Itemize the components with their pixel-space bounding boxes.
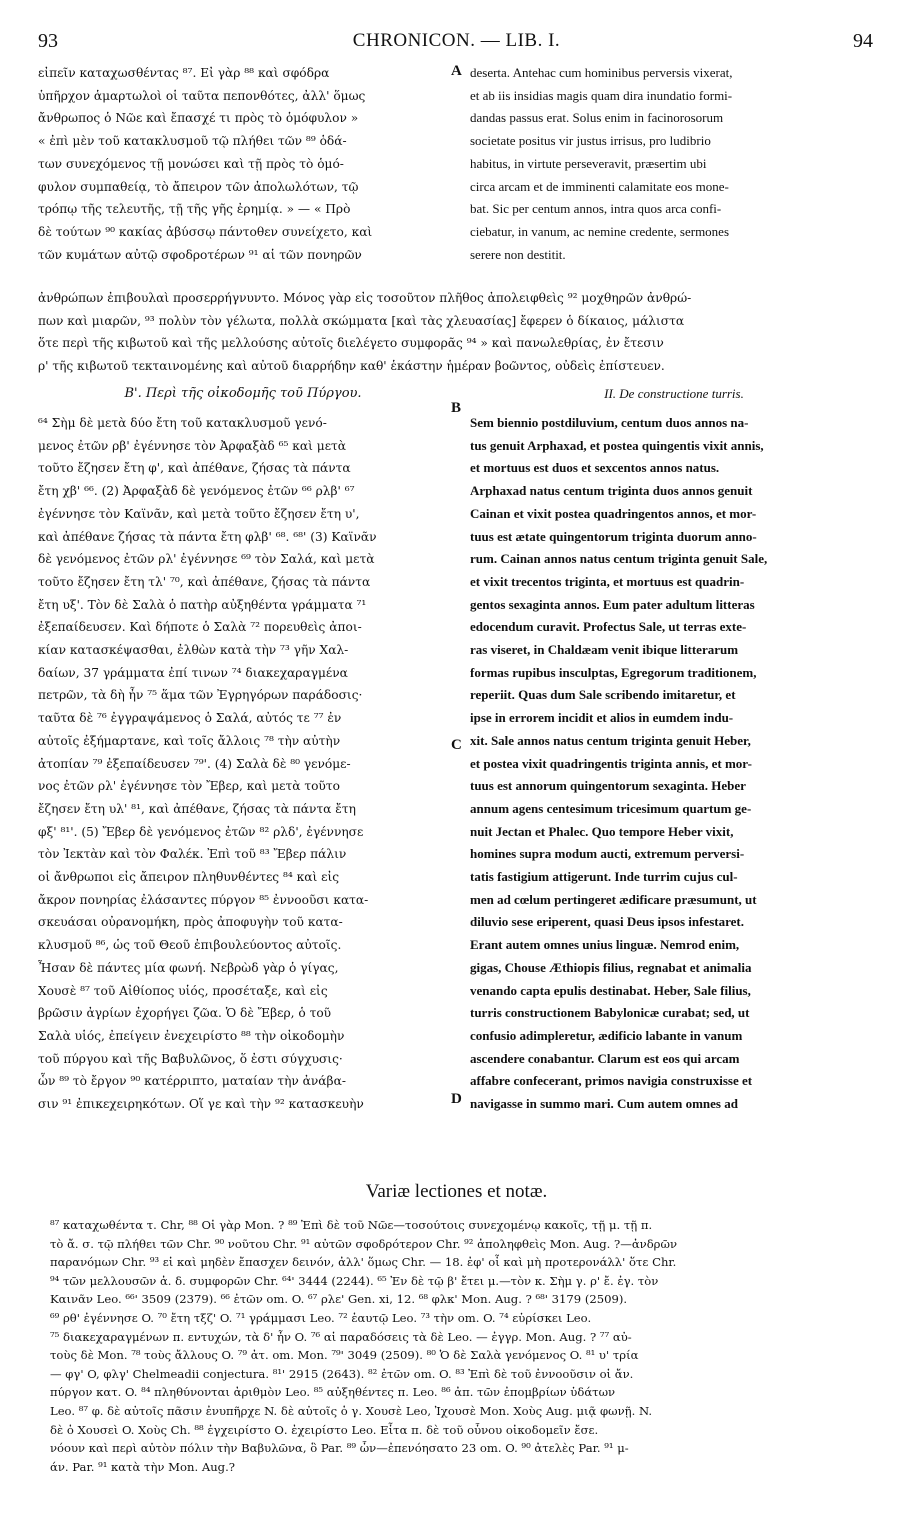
latin-section-heading: II. De constructione turris. xyxy=(604,386,744,401)
text-line: ἔζησεν ἔτη υλ' ⁸¹, καὶ ἀπέθανε, ζήσας τὰ πάντα ἔτη xyxy=(38,801,356,816)
text-line: δαίων, 37 γράμματα ἐπί τινων ⁷⁴ διακεχαραγμένα xyxy=(38,665,348,680)
text-line: « ἐπὶ μὲν τοῦ κατακλυσμοῦ τῷ πλήθει τῶν ⁸⁹ ὁδά- xyxy=(38,134,347,149)
margin-marker-d: D xyxy=(451,1091,462,1107)
text-line: ὅτε περὶ τῆς κιβωτοῦ καὶ τῆς μελλούσης αὐτοῖς διελέγετο συμφορᾶς ⁹⁴ » καὶ πανωλεθρίας, ἐν ἔτεσιν xyxy=(38,336,664,351)
greek-full-width-passage xyxy=(38,287,878,378)
text-line: άν. Par. ⁹¹ κατὰ τὴν Mon. Aug.? xyxy=(50,1459,236,1474)
text-line: homines supra modum aucti, extremum perversi- xyxy=(470,846,745,862)
text-line: Καινᾶν Leo. ⁶⁶' 3509 (2379). ⁶⁶ ἐτῶν om. O. ⁶⁷ ρλε' Gen. xi, 12. ⁶⁸ φλκ' Mon. Aug. ? ⁶⁸' 3179 (2509). xyxy=(50,1292,628,1307)
text-line: Χουσὲ ⁸⁷ τοῦ Αἰθίοπος υἱός, προσέταξε, καὶ εἰς xyxy=(38,983,328,998)
text-line: ἔτη υξ'. Τὸν δὲ Σαλὰ ὁ πατὴρ αὐξηθέντα γράμματα ⁷¹ xyxy=(38,597,367,612)
text-line: circa arcam et de imminenti calamitate eos mone- xyxy=(470,178,729,194)
text-line: societate positus vir justus irrisus, pro ludibrio xyxy=(470,133,711,149)
text-line: serere non destitit. xyxy=(470,246,566,262)
text-line: ras viseret, in Chaldæam venit ibique litterarum xyxy=(470,642,739,658)
text-line: μενος ἐτῶν ρβ' ἐγέννησε τὸν Ἀρφαξὰδ ⁶⁵ καὶ μετὰ xyxy=(38,438,346,453)
text-line: rum. Cainan annos natus centum triginta genuit Sale, xyxy=(470,551,768,567)
text-line: ἄκρον πονηρίας ἐλάσαντες πύργον ⁸⁵ ἐννοοῦσι κατα- xyxy=(38,892,369,907)
latin-column-top xyxy=(470,62,878,266)
page-number-left: 93 xyxy=(38,30,58,52)
text-line: νος ἐτῶν ρλ' ἐγέννησε τὸν Ἔβερ, καὶ μετὰ τοῦτο xyxy=(38,779,340,794)
text-line: Ἦσαν δὲ πάντες μία φωνή. Νεβρὼδ γὰρ ὁ γίγας, xyxy=(38,960,339,975)
text-line: ρ' τῆς κιβωτοῦ τεκταινομένης καὶ αὐτοῦ διαρρήδην καθ' ἑκάστην ἡμέραν βοῶντος, οὐδεὶς ἐπίστευεν. xyxy=(38,359,665,374)
text-line: dandas passus erat. Solus enim in facinorosorum xyxy=(470,110,724,126)
text-line: tuus est ætate quingentorum triginta duorum anno- xyxy=(470,528,757,544)
text-line: tus genuit Arphaxad, et postea quingentis vixit annis, xyxy=(470,437,764,453)
text-line: τὸν Ἰεκτὰν καὶ τὸν Φαλέκ. Ἐπὶ τοῦ ⁸³ Ἔβερ πάλιν xyxy=(38,847,347,862)
text-line: τοῦ πύργου καὶ τῆς Βαβυλῶνος, ὅ ἐστι σύγχυσις· xyxy=(38,1051,343,1066)
text-line: ⁹⁴ τῶν μελλουσῶν ἀ. δ. συμφορῶν Chr. ⁶⁴' 3444 (2244). ⁶⁵ Ἐν δὲ τῷ β' ἔτει μ.—τὸν κ. Σὴμ γ. ρ' ἔ. ἐγ. τὸν xyxy=(50,1273,659,1288)
text-line: οἱ ἄνθρωποι εἰς ἄπειρον πληθυνθέντες ⁸⁴ καὶ εἰς xyxy=(38,870,340,885)
text-line: τοῦτο ἔζησεν ἔτη τλ' ⁷⁰, καὶ ἀπέθανε, ζήσας τὰ πάντα xyxy=(38,574,371,589)
text-line: ⁶⁴ Σὴμ δὲ μετὰ δύο ἔτη τοῦ κατακλυσμοῦ γενό- xyxy=(38,416,327,430)
text-line: ἔτη χβ' ⁶⁶. (2) Ἀρφαξὰδ δὲ γενόμενος ἐτῶν ⁶⁶ ρλβ' ⁶⁷ xyxy=(38,484,355,499)
text-line: δὲ ὁ Χουσεὶ O. Χοὺς Ch. ⁸⁸ ἐγχειρίστο Ο. ἐχειρίστο Leo. Εἶτα π. δὲ τοῦ οὖνου οἰκοδομεῖν ἔσε. xyxy=(50,1422,599,1437)
text-line: ⁷⁵ διακεχαραγμένων π. εντυχών, τὰ δ' ἦν O. ⁷⁶ αἱ παραδόσεις τὰ δὲ Leo. — ἐγγρ. Mon. Aug. ? ⁷⁷ αὐ- xyxy=(50,1329,632,1344)
text-line: ascendere conabantur. Clarum est eos qui arcam xyxy=(470,1050,740,1066)
text-line: σιν ⁹¹ ἐπικεχειρηκότων. Οἵ γε καὶ τὴν ⁹² κατασκευὴν xyxy=(38,1097,364,1112)
text-line: πετρῶν, τὰ δὴ ἦν ⁷⁵ ἅμα τῶν Ἐγρηγόρων παράδοσις· xyxy=(38,688,363,703)
text-line: deserta. Antehac cum hominibus perversis vixerat, xyxy=(470,65,733,80)
text-line: δὲ τούτων ⁹⁰ κακίας ἀβύσσῳ πάντοθεν συνείχετο, καὶ xyxy=(38,224,373,239)
text-line: diluvio sese eriperent, quasi Deus ipsos infestaret. xyxy=(470,914,744,930)
text-line: annum agens centesimum tricesimum quartum ge- xyxy=(470,800,752,816)
text-line: nuit Jectan et Phalec. Quo tempore Heber vixit, xyxy=(470,823,734,839)
text-line: gentos sexaginta annos. Eum pater adultum litteras xyxy=(470,596,755,612)
text-line: bat. Sic per centum annos, intra quos arca confi- xyxy=(470,201,722,217)
text-line: φυλον συμπαθείᾳ, τὸ ἄπειρον τῶν ἀπολωλότων, τῷ xyxy=(38,179,359,194)
text-line: τῶν κυμάτων αὐτῷ σφοδροτέρων ⁹¹ αἱ τῶν πονηρῶν xyxy=(38,247,362,262)
variant-readings-notes xyxy=(50,1216,878,1476)
text-line: εἰπεῖν καταχωσθέντας ⁸⁷. Εἰ γὰρ ⁸⁸ καὶ σφόδρα xyxy=(38,66,330,80)
greek-section-heading: Β'. Περὶ τῆς οἰκοδομῆς τοῦ Πύργου. xyxy=(124,386,362,401)
text-line: et vixit trecentos triginta, et mortuus est quadrin- xyxy=(470,573,745,589)
text-line: reperiit. Quas dum Sale scribendo imitaretur, et xyxy=(470,687,736,703)
text-line: κλυσμοῦ ⁸⁶, ὡς τοῦ Θεοῦ ἐπιβουλεύοντος αὐτοῖς. xyxy=(38,938,342,953)
text-line: et postea vixit quadringentis triginta annis, et mor- xyxy=(470,755,752,771)
text-line: ἀνθρώπων ἐπιβουλαὶ προσερρήγνυντο. Μόνος γὰρ εἰς τοσοῦτον πλῆθος ἀπολειφθεὶς ⁹² μοχθηρῶν ἀνθρώ- xyxy=(38,291,692,305)
text-line: σκευάσαι οὐρανομήκη, πρὸς ἀποφυγὴν τοῦ κατα- xyxy=(38,915,343,930)
text-line: φξ' ⁸¹'. (5) Ἔβερ δὲ γενόμενος ἐτῶν ⁸² ρλδ', ἐγέννησε xyxy=(38,824,364,839)
text-line: venando capta epulis destinabat. Heber, Sale filius, xyxy=(470,982,751,998)
text-line: πων καὶ μιαρῶν, ⁹³ πολὺν τὸν γέλωτα, πολλὰ σκώμματα [καὶ τὰς χλευασίας] ἔφερεν ὁ δίκαιος, μάλιστα xyxy=(38,313,685,328)
text-line: Leo. ⁸⁷ φ. δὲ αὐτοῖς πᾶσιν ἐνυπῆρχε N. δὲ αὐτοῖς ὁ γ. Χουσὲ Leo, Ἰχουσὲ Mon. Χοὺς Aug. μιᾷ φωνῇ. N. xyxy=(50,1403,653,1418)
text-line: ἐξεπαίδευσεν. Καὶ δήποτε ὁ Σαλὰ ⁷² πορευθεὶς ἀποι- xyxy=(38,620,362,635)
text-line: τοῦτο ἔζησεν ἔτη φ', καὶ ἀπέθανε, ζήσας τὰ πάντα xyxy=(38,461,351,476)
text-line: ἐγέννησε τὸν Καϊνᾶν, καὶ μετὰ τοῦτο ἔζησεν ἔτη υ', xyxy=(38,506,360,521)
greek-column-top xyxy=(38,62,460,266)
text-line: παρανόμων Chr. ⁹³ εἰ καὶ μηδὲν ἔπασχεν δεινόν, ἀλλ' ὅμως Chr. — 18. ἐφ' οἷ καὶ μὴ προτερονάλλ' ὅτε Chr. xyxy=(50,1255,677,1270)
text-line: men ad cœlum pertingeret ædificare præsumunt, ut xyxy=(470,891,757,907)
text-line: edocendum curavit. Profectus Sale, ut terras exte- xyxy=(470,619,747,635)
text-line: Erant autem omnes unius linguæ. Nemrod enim, xyxy=(470,937,740,953)
latin-column-main xyxy=(470,412,878,1116)
text-line: ciebatur, in vanum, ac nemine credente, sermones xyxy=(470,223,730,239)
page-number-right: 94 xyxy=(853,30,873,52)
text-line: ἄνθρωπος ὁ Νῶε καὶ ἔπασχέ τι πρὸς τὸ ὁμόφυλον » xyxy=(38,111,359,126)
text-line: ταῦτα δὲ ⁷⁶ ἐγγραψάμενος ὁ Σαλά, αὐτός τε ⁷⁷ ἐν xyxy=(38,711,342,726)
text-line: Cainan et vixit postea quadringentos annos, et mor- xyxy=(470,505,757,521)
text-line: Σαλὰ υἱός, ἐπείγειν ἐνεχειρίστο ⁸⁸ τὴν οἰκοδομὴν xyxy=(38,1028,345,1043)
text-line: Arphaxad natus centum triginta duos annos genuit xyxy=(470,483,753,499)
text-line: tuus est annorum quingentorum sexaginta. Heber xyxy=(470,778,746,794)
text-line: νόουν καὶ περὶ αὐτὸν πόλιν τὴν Βαβυλῶνα, ὃ Par. ⁸⁹ ὧν—ἐπενόησατο 23 om. O. ⁹⁰ ἀτελὲς Par. ⁹¹ μ- xyxy=(50,1441,629,1456)
text-line: αὐτοῖς ἐξήμαρτανε, καὶ τοῖς ἄλλοις ⁷⁸ τὴν αὐτὴν xyxy=(38,733,341,748)
text-line: — φγ' O, φλγ' Chelmeadii conjectura. ⁸¹' 2915 (2643). ⁸² ἐτῶν om. O. ⁸³ Ἐπὶ δὲ τοῦ ἐννοοῦσιν οἱ ἄν. xyxy=(50,1366,634,1381)
text-line: πύργον κατ. O. ⁸⁴ πληθύνονται ἀριθμὸν Leo. ⁸⁵ αὐξηθέντες π. Leo. ⁸⁶ ἀπ. τῶν ἐπομβρίων ὑδάτων xyxy=(50,1385,616,1400)
text-line: turris constructionem Babylonicæ curabat; sed, ut xyxy=(470,1005,750,1021)
text-line: τρόπῳ τῆς τελευτῆς, τῇ τῆς γῆς ἐρημίᾳ. » — « Πρὸ xyxy=(38,202,351,217)
text-line: navigasse in summo mari. Cum autem omnes ad xyxy=(470,1096,738,1112)
text-line: ⁸⁷ καταχωθέντα τ. Chr, ⁸⁸ Οἱ γὰρ Mon. ? ⁸⁹ Ἐπὶ δὲ τοῦ Νῶε—τοσούτοις συνεχομένῳ κακοῖς, τῇ μ. τῇ π. xyxy=(50,1218,653,1232)
greek-column-main xyxy=(38,412,448,1116)
text-line: tatis fastigium attigerunt. Inde turrim cujus cul- xyxy=(470,869,738,885)
running-title: CHRONICON. — LIB. I. xyxy=(352,30,561,51)
text-line: των συνεχόμενος τῇ μονώσει καὶ τῇ πρὸς τὸ ὁμό- xyxy=(38,156,344,171)
text-line: δὲ γενόμενος ἐτῶν ρλ' ἐγέννησε ⁶⁹ τὸν Σαλά, καὶ μετὰ xyxy=(38,552,375,567)
notes-heading: Variæ lectiones et notæ. xyxy=(365,1181,548,1202)
text-line: ὧν ⁸⁹ τὸ ἔργον ⁹⁰ κατέρριπτο, ματαίαν τὴν ἀνάβα- xyxy=(38,1074,346,1089)
text-line: Sem biennio postdiluvium, centum duos annos na- xyxy=(470,415,749,430)
text-line: confusio adimpleretur, ædificio labante in vanum xyxy=(470,1027,743,1043)
margin-marker-c: C xyxy=(451,737,462,753)
text-line: ⁶⁹ ρθ' ἐγέννησε O. ⁷⁰ ἔτη τξζ' O. ⁷¹ γράμμασι Leo. ⁷² ἑαυτῷ Leo. ⁷³ τὴν om. O. ⁷⁴ εὑρίσκει Leo. xyxy=(50,1310,592,1325)
text-line: et mortuus est duos et sexcentos annos natus. xyxy=(470,460,720,476)
text-line: xit. Sale annos natus centum triginta genuit Heber, xyxy=(470,732,751,748)
text-line: et ab iis insidias magis quam dira inundatio formi- xyxy=(470,87,733,103)
text-line: καὶ ἀπέθανε ζήσας τὰ πάντα ἔτη φλβ' ⁶⁸. ⁶⁸' (3) Καϊνᾶν xyxy=(38,529,377,544)
text-line: ὑπῆρχον ἁμαρτωλοὶ οἱ ταῦτα πεπονθότες, ἀλλ' ὅμως xyxy=(38,88,366,103)
text-line: τὸ ἄ. σ. τῷ πλήθει τῶν Chr. ⁹⁰ νοῦτου Chr. ⁹¹ αὐτῶν σφοδρότερον Chr. ⁹² ἀποληφθεὶς Mon. Aug. ?—ἀνδρῶν xyxy=(50,1236,677,1251)
margin-marker-b: B xyxy=(451,400,462,416)
text-line: formas rupibus insculptas, Egregorum traditionem, xyxy=(470,664,757,680)
text-line: habitus, in virtute perseveravit, præsertim ubi xyxy=(470,155,707,171)
text-line: βρῶσιν ἀγρίων ἐχορήγει ζῶα. Ὁ δὲ Ἔβερ, ὁ τοῦ xyxy=(38,1006,332,1021)
text-line: κίαν κατασκέψασθαι, ἐλθὼν κατὰ τὴν ⁷³ γῆν Χαλ- xyxy=(38,643,349,658)
margin-marker-a: A xyxy=(451,63,462,79)
text-line: τοὺς δὲ Mon. ⁷⁸ τοὺς ἄλλους O. ⁷⁹ ἀτ. om. Mon. ⁷⁹' 3049 (2509). ⁸⁰ Ὁ δὲ Σαλὰ γενόμενος O. ⁸¹ υ' τρία xyxy=(50,1348,639,1363)
text-line: ipse in errorem incidit et alios in eumdem indu- xyxy=(470,710,734,726)
text-line: affabre confecerant, primos navigia construxisse et xyxy=(470,1073,753,1089)
text-line: ἀτοπίαν ⁷⁹ ἐξεπαίδευσεν ⁷⁹'. (4) Σαλὰ δὲ ⁸⁰ γενόμε- xyxy=(38,756,351,771)
text-line: gigas, Chouse Æthiopis filius, regnabat et animalia xyxy=(470,959,752,975)
